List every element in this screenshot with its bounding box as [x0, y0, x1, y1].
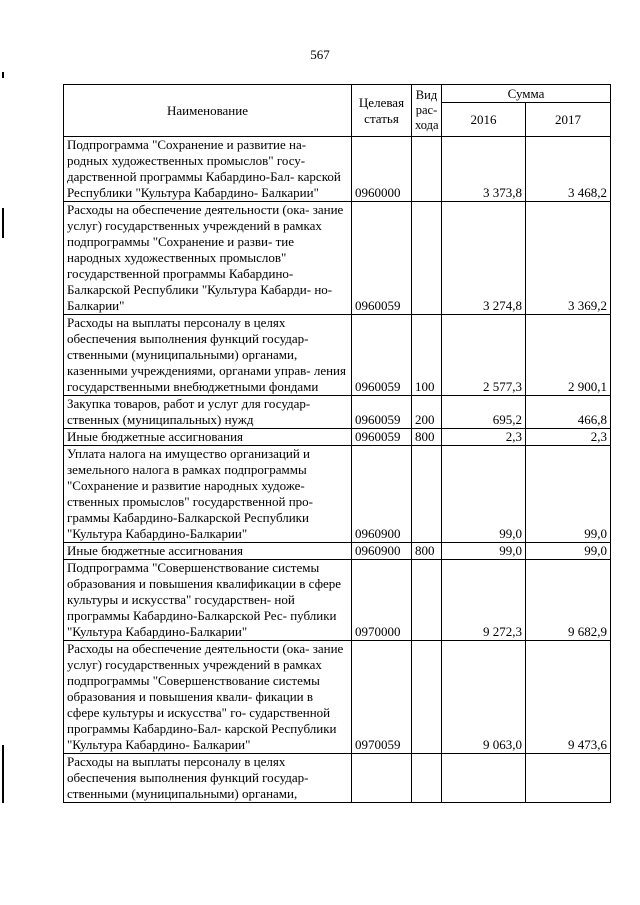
row-2017: 466,8	[526, 396, 611, 429]
row-2017: 9 473,6	[526, 641, 611, 754]
header-year-2016: 2016	[442, 103, 526, 137]
header-year-2017: 2017	[526, 103, 611, 137]
row-2016	[442, 754, 526, 803]
row-name: Расходы на выплаты персоналу в целях обеспечения выполнения функций государ- ственными (муниципальными) органами, казенными учреждениями, органами управ- ления государственными внебюджетными фондами	[64, 315, 352, 396]
row-2016: 2,3	[442, 429, 526, 446]
row-kind	[412, 446, 442, 543]
row-name: Расходы на выплаты персоналу в целях обеспечения выполнения функций государ- ственными (муниципальными) органами,	[64, 754, 352, 803]
row-code: 0960900	[352, 543, 412, 560]
row-2017: 3 468,2	[526, 137, 611, 202]
table-row	[64, 543, 611, 560]
scan-edge-mark	[2, 208, 4, 238]
header-name: Наименование	[64, 85, 352, 137]
row-name: Иные бюджетные ассигнования	[64, 429, 352, 446]
table-row	[64, 560, 611, 641]
row-2016: 99,0	[442, 543, 526, 560]
header-kind: Вид рас- хода	[412, 85, 442, 137]
row-code: 0970000	[352, 560, 412, 641]
row-2017: 2 900,1	[526, 315, 611, 396]
row-2016: 3 274,8	[442, 202, 526, 315]
table-row	[64, 754, 611, 803]
row-name: Иные бюджетные ассигнования	[64, 543, 352, 560]
row-kind: 200	[412, 396, 442, 429]
row-kind	[412, 560, 442, 641]
row-code: 0960000	[352, 137, 412, 202]
row-code: 0970059	[352, 641, 412, 754]
row-kind	[412, 641, 442, 754]
row-code	[352, 754, 412, 803]
table-row	[64, 396, 611, 429]
table-row	[64, 446, 611, 543]
row-2017: 9 682,9	[526, 560, 611, 641]
table-row	[64, 202, 611, 315]
row-2017: 2,3	[526, 429, 611, 446]
row-kind	[412, 754, 442, 803]
row-code: 0960059	[352, 396, 412, 429]
row-kind	[412, 202, 442, 315]
scan-edge-mark	[2, 745, 4, 803]
row-2016: 2 577,3	[442, 315, 526, 396]
row-2016: 9 063,0	[442, 641, 526, 754]
row-kind: 100	[412, 315, 442, 396]
row-2016: 9 272,3	[442, 560, 526, 641]
page-number: 567	[310, 47, 330, 62]
table-row	[64, 137, 611, 202]
row-2017: 99,0	[526, 446, 611, 543]
row-name: Закупка товаров, работ и услуг для государ- ственных (муниципальных) нужд	[64, 396, 352, 429]
table-row	[64, 429, 611, 446]
row-code: 0960059	[352, 429, 412, 446]
row-kind: 800	[412, 429, 442, 446]
row-name: Уплата налога на имущество организаций и земельного налога в рамках подпрограммы "Сохранение и развитие народных художе- ственных промыслов" государственной про- граммы Кабардино-Балкарской Республики "Культура Кабардино-Балкарии"	[64, 446, 352, 543]
row-2016: 3 373,8	[442, 137, 526, 202]
row-code: 0960900	[352, 446, 412, 543]
row-code: 0960059	[352, 202, 412, 315]
row-2016: 695,2	[442, 396, 526, 429]
row-2017: 3 369,2	[526, 202, 611, 315]
row-code: 0960059	[352, 315, 412, 396]
row-name: Расходы на обеспечение деятельности (ока- зание услуг) государственных учреждений в рамках подпрограммы "Сохранение и разви- тие народных художественных промыслов" государственной программы Кабардино- Балкарской Республики "Культура Кабарди- но-Балкарии"	[64, 202, 352, 315]
row-2017	[526, 754, 611, 803]
budget-table	[63, 84, 611, 803]
table-row	[64, 641, 611, 754]
row-kind: 800	[412, 543, 442, 560]
scan-edge-mark	[2, 72, 4, 78]
row-2016: 99,0	[442, 446, 526, 543]
row-2017: 99,0	[526, 543, 611, 560]
header-code: Целевая статья	[352, 85, 412, 137]
row-kind	[412, 137, 442, 202]
table-row	[64, 315, 611, 396]
row-name: Расходы на обеспечение деятельности (ока- зание услуг) государственных учреждений в рамках подпрограммы "Совершенствование системы образования и повышения квали- фикации в сфере культуры и искусства" го- сударственной программы Кабардино-Бал- карской Республики "Культура Кабардино- Балкарии"	[64, 641, 352, 754]
header-sum: Сумма	[442, 85, 611, 103]
row-name: Подпрограмма "Совершенствование системы образования и повышения квалификации в сфере культуры и искусства" государствен- ной программы Кабардино-Балкарской Рес- публики "Культура Кабардино-Балкарии"	[64, 560, 352, 641]
row-name: Подпрограмма "Сохранение и развитие на- родных художественных промыслов" госу- дарственной программы Кабардино-Бал- карской Республики "Культура Кабардино- Балкарии"	[64, 137, 352, 202]
